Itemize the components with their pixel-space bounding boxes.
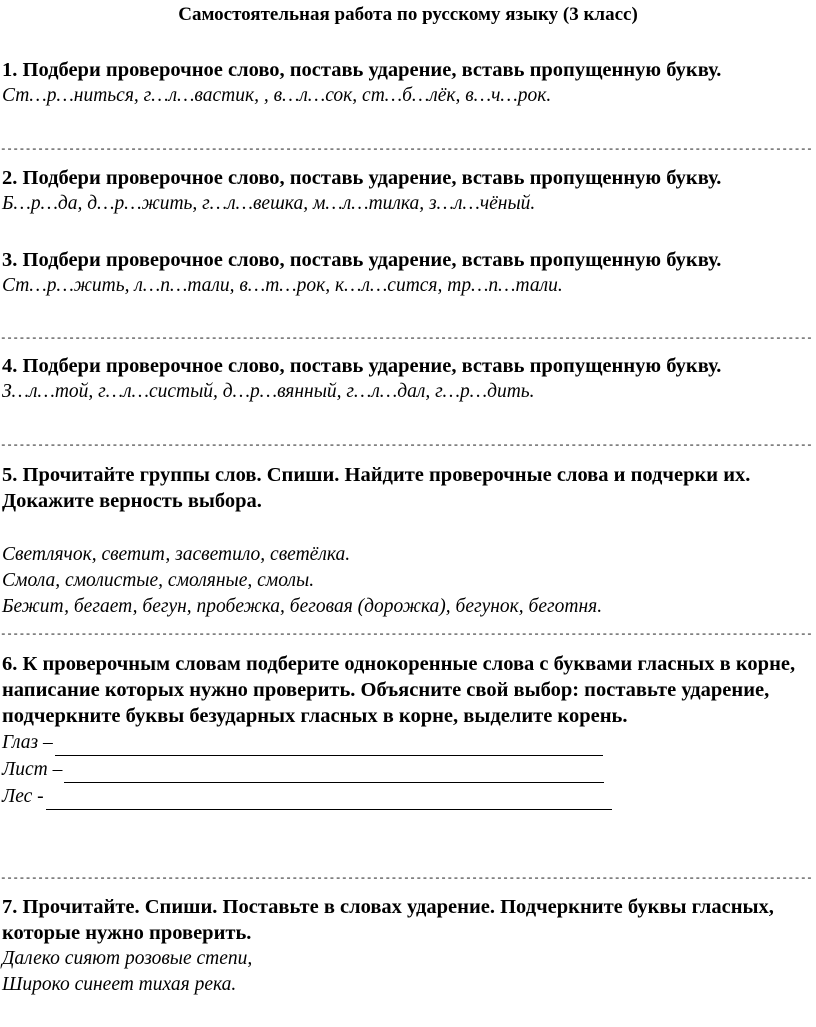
task-5-prompt: 5. Прочитайте группы слов. Спиши. Найдите проверочные слова и подчерки их. Докажите верность выбора. (2, 464, 751, 512)
task-4 (2, 353, 810, 405)
answer-blank[interactable] (46, 789, 612, 810)
answer-label: Глаз – (2, 732, 53, 753)
task-2-words: Б…р…да, д…р…жить, г…л…вешка, м…л…тилка, з…л…чёный. (2, 193, 536, 214)
task-4-words: З…л…той, г…л…систый, д…р…вянный, г…л…дал, г…р…дить. (2, 381, 535, 402)
task-7-line: Далеко сияют розовые степи, (2, 948, 253, 969)
answer-line-glaz (2, 729, 810, 756)
task-2-prompt: 2. Подбери проверочное слово, поставь ударение, вставь пропущенную букву. (2, 167, 722, 189)
dashed-divider (0, 143, 812, 157)
dashed-divider (0, 628, 812, 642)
task-5-line: Бежит, бегает, бегун, пробежка, беговая (дорожка), бегунок, беготня. (2, 596, 603, 617)
dashed-divider (0, 439, 812, 453)
task-2 (2, 165, 810, 217)
task-6-prompt: 6. К проверочным словам подберите однокоренные слова с буквами гласных в корне, написание которых нужно проверить. Объясните свой выбор: поставьте ударение, подчеркните буквы безударных гласных в корне, выделите корень. (2, 653, 796, 727)
answer-label: Лист – (2, 759, 63, 780)
answer-blank[interactable] (64, 762, 604, 783)
answer-line-les (2, 783, 810, 810)
dashed-divider (0, 332, 812, 346)
task-7 (2, 894, 810, 998)
task-5-line: Смола, смолистые, смоляные, смолы. (2, 570, 315, 591)
task-1-prompt: 1. Подбери проверочное слово, поставь ударение, вставь пропущенную букву. (2, 59, 722, 81)
task-1-words: Ст…р…ниться, г…л…вастик, , в…л…сок, ст…б…лёк, в…ч…рок. (2, 85, 552, 106)
task-4-prompt: 4. Подбери проверочное слово, поставь ударение, вставь пропущенную букву. (2, 355, 722, 377)
task-7-line: Широко синеет тихая река. (2, 974, 237, 995)
task-1 (2, 57, 810, 109)
task-7-prompt: 7. Прочитайте. Спиши. Поставьте в словах ударение. Подчеркните буквы гласных, которые нужно проверить. (2, 896, 774, 944)
answer-blank[interactable] (55, 735, 603, 756)
task-5-line: Светлячок, светит, засветило, светёлка. (2, 544, 351, 565)
task-3 (2, 247, 810, 299)
task-3-prompt: 3. Подбери проверочное слово, поставь ударение, вставь пропущенную букву. (2, 249, 722, 271)
task-3-words: Ст…р…жить, л…п…тали, в…т…рок, к…л…сится, тр…п…тали. (2, 275, 563, 296)
page-title: Самостоятельная работа по русскому языку (3 класс) (178, 4, 638, 25)
answer-label: Лес - (2, 786, 44, 807)
answer-line-list (2, 756, 810, 783)
task-6 (2, 651, 810, 810)
dashed-divider (0, 872, 812, 886)
task-5 (2, 462, 810, 620)
